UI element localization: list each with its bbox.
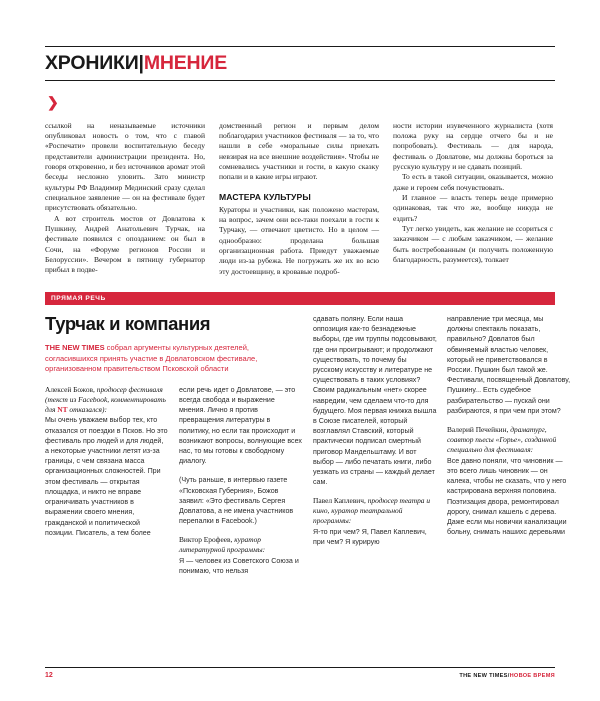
speaker-name: Алексей Божов, bbox=[45, 384, 95, 394]
quote-column-4 bbox=[447, 314, 571, 577]
rubric-secondary: МНЕНИЕ bbox=[143, 52, 228, 74]
speaker-name: Валерий Печейкин, bbox=[447, 425, 509, 434]
paragraph: домственный регион и первым делом поблагодарил участников фестиваля — за то, что нашли в себе «моральные силы приехать невзирая на все внешние воздействия». Чтобы не сомневались участники и гости, в какую сказку попали и в какие игры играют. bbox=[219, 120, 379, 182]
page-footer bbox=[45, 667, 555, 679]
quote-column-1 bbox=[45, 314, 303, 577]
section-subhead: МАСТЕРА КУЛЬТУРЫ bbox=[219, 191, 311, 202]
speaker-role: продюсер фестиваля (текст из Facebook, комментировать для bbox=[45, 384, 166, 414]
speaker-attribution bbox=[447, 425, 571, 455]
speaker-attribution bbox=[45, 385, 169, 415]
speaker-role: драматург, соавтор пьесы «Горье», созданной специально для фестиваля: bbox=[447, 425, 557, 454]
rubric-divider: | bbox=[138, 52, 144, 74]
paragraph: То есть в такой ситуации, оказывается, можно даже и героем себя почувствовать. bbox=[393, 172, 553, 192]
rubric-title bbox=[45, 47, 555, 80]
standfirst bbox=[45, 343, 285, 375]
top-column-2 bbox=[219, 121, 379, 277]
speaker-role: куратор литературной программы: bbox=[179, 535, 266, 555]
quote-column-3 bbox=[313, 314, 437, 577]
top-column-3 bbox=[393, 121, 553, 277]
quote-text: Мы очень уважаем выбор тех, кто отказался от поездки в Псков. Но это фестиваль про людей и для людей, а некоторые участники летят из-за границы, с чем связана масса организационных сложностей. При этом фестиваль — открытая площадка, и никто не вправе ограничивать участников в выражении своего мнения, гражданской и политической позиции. Писатель, а тем более bbox=[45, 416, 168, 537]
chevron-right-icon: ❯ bbox=[47, 93, 59, 110]
paragraph: Тут легко увидеть, как желание не ссориться с заказчиком — с любым заказчиком, — желание быть востребованным (и получить положенную благодарность, разумеется), толкает bbox=[393, 223, 553, 264]
editor-note: (Чуть раньше, в интервью газете «Псковская Губерния», Божов заявил: «Это фестиваль Сергея Довлатова, а не имена участников перепалки в Facebook.) bbox=[179, 476, 294, 526]
page-title: Турчак и компания bbox=[45, 312, 211, 334]
quote-continuation: направление три месяца, мы должны спектакль показать, правильно? Довлатов был обвиняемый властью человек, который не приветствовался в России. Пушкин был такой же. Фестивали, посвященный Довлатову, Пушкину... Есть судебное разбирательство — пускай они разбираются, я при чем при этом? bbox=[447, 314, 571, 415]
speaker-attribution bbox=[313, 496, 437, 526]
quote-text: Все давно поняли, что чиновник — это всего лишь чиновник — он калека, чтобы не сказать, что у него кастрирована верхняя половина. Поэтизация двора, ремонтировал дорогу, снимал кашель с дерева. Даже если мы новички канализации больну, снимать нашихс деревьями bbox=[447, 456, 567, 537]
quote-text: Я-то при чем? Я, Павел Каплевич, при чем? Я курирую bbox=[313, 528, 427, 547]
paragraph: И главное — власть теперь везде примерно одинаковая, так что же, вообще никуда не ездить? bbox=[393, 192, 553, 223]
top-article-columns bbox=[45, 121, 555, 277]
rubric-primary: ХРОНИКИ bbox=[45, 52, 139, 74]
speaker-name: Виктор Ерофеев, bbox=[179, 535, 233, 545]
quote-text: Я — человек из Советского Союза и понимаю, что нельзя bbox=[179, 557, 299, 576]
imprint-accent: НОВОЕ ВРЕМЯ bbox=[509, 673, 555, 679]
masthead bbox=[45, 0, 555, 109]
page-number: 12 bbox=[45, 672, 53, 679]
standfirst-text: собрал аргументы культурных деятелей, согласившихся принять участие в Довлатовском фестивале, организованном правительством Псковской области bbox=[45, 342, 258, 374]
speaker-role-tail: отказался): bbox=[67, 404, 107, 414]
quotes-columns bbox=[45, 312, 571, 577]
section-banner-label: ПРЯМАЯ РЕЧЬ bbox=[51, 294, 106, 302]
brand-name: THE NEW TIMES bbox=[45, 342, 105, 352]
imprint-main: THE NEW TIMES/ bbox=[459, 673, 510, 679]
paragraph: Кураторы и участники, как положено мастерам, на вопрос, зачем они все-таки поехали в гости к Турчаку, — отвечают цветисто. Но в целом — однообразно: проделана большая организационная работа. Приедут уважаемые люди из-за рубежа. Не погружать же их во всю эту достоевщину, в кровавые подроб- bbox=[219, 204, 379, 276]
top-column-1 bbox=[45, 121, 205, 277]
quote-continuation: если речь идет о Довлатове, — это всегда свобода и выражение мнения. Лично я против превращения литературы в политику, но если так происходит и возникают вопросы, волнующие всех нас, то мы готовы к свободному диалогу. bbox=[179, 385, 302, 466]
quote-continuation: сдавать поляну. Если наша оппозиция как-то безнадежные выборы, где им труппы подсовывают, где они проигрывают; и продолжают существовать, то почему бы русскому искусству и литературе не существовать в таких условиях? Своим радикальным «нет» скорее навредим, чем сделаем что-то для будущего. Моя первая книжка вышла в Союзе писателей, который возглавлял Ставский, который практически подписал смертный приговор Мандельштаму. И вот выбор — либо печатать книги, либо уезжать из страны — каждый делает сам. bbox=[313, 314, 437, 487]
paragraph: ссылкой на неназываемые источники опубликовал новость о том, что с главой «Роспечати» провели воспитательную беседу представители администрации президента. Но, говоря откровенно, и без источников аромат этой беседы несложно уловить. Зато министр культуры РФ Владимир Мединский сразу сделал специальное заявление — он на фестивале будет присутствовать обязательно. bbox=[45, 120, 205, 213]
brand-abbr: NT bbox=[57, 404, 68, 414]
paragraph: А вот строитель мостов от Довлатова к Пушкину, Андрей Анатольевич Турчак, на фестивале появился с опозданием: он был в Сочи, на «Форуме регионов России и Белоруссии». Вечером в пятницу губернатор прибыл в подве- bbox=[45, 213, 205, 275]
speaker-attribution bbox=[179, 535, 303, 555]
section-banner bbox=[45, 292, 555, 305]
paragraph: ности истории изувеченного журналиста (хотя положа руку на сердце отчего бы и не попробовать). Фестиваль — для народа, фестиваль о Довлатове, мы должны бороться за русскую культуру и не сдавать позиций. bbox=[393, 120, 553, 171]
publication-imprint bbox=[459, 673, 555, 679]
speaker-name: Павел Каплевич, bbox=[313, 496, 366, 506]
speaker-role: продюсер театра и кино, куратор театральной программы: bbox=[313, 496, 431, 526]
